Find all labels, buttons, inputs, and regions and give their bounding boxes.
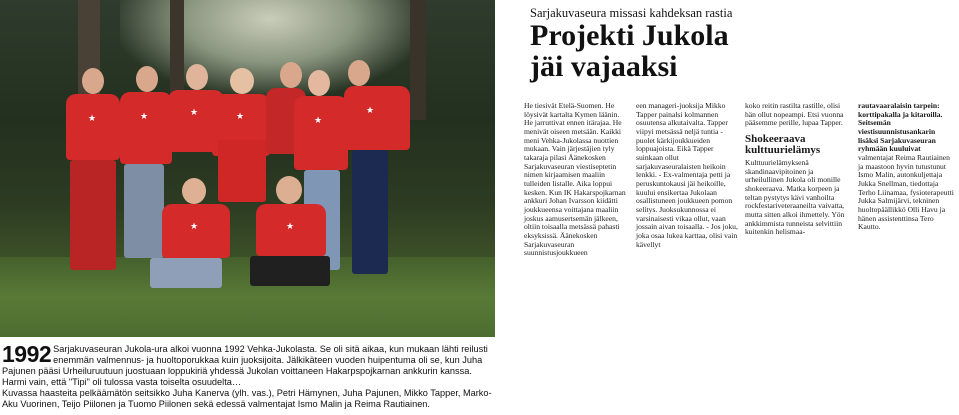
article-text: He tiesivät Etelä-Suomen. He löysivät kartalta Kymen läänin. He jarruttivat ennen itärajaa. He menivät oiseen metsään. Kaikki meni Vehka-Jukolassa nuottien mukaan. Vain järjestäjien tyly takaraja pilasi Äänekosken Sarjakuvaseuran viestiseptetin nimen kirjaamisen maaliin tulleiden listalle. Aika loppui kesken. Kun IK Hakarspojkarnan ankkuri Johan Ivarsson kiidätti joukkueensa voittajana maaliin joskus aamusertsemän jälkeen, oltiin toisaalla metsässä pahasti eksyksissä. Äänekosken Sarjakuvaseuran suunnistusjoukkueen [524,101,626,258]
caption-paragraph: Sarjakuvaseuran Jukola-ura alkoi vuonna 1992 Vehka-Jukolasta. Se oli sitä aikaa, kun mukaan lähti reilusti enemmän valmennus- ja huoltoporukkaa kuin juoksijoita. Jälkikäteen vuoden huipentuma oli se, kun Juha Pajunen pääsi Urheiluruutuun juostuaan loppukiriä yhdessä Jukolan voittaneen Hakarpspojkarnan ankkurin kanssa. Harmi vain, että "Tipi" oli tulossa vasta toiselta osuudelta… [2,344,488,387]
article-text: rautavaaralaisin tarpein: korttipakalla ja kitaroilla. [858,101,943,119]
headline-line: jäi vajaaksi [530,50,678,83]
article-headline [530,20,729,82]
photo-caption [2,341,496,410]
caption-paragraph: Kuvassa haasteita pelkäämätön seitsikko Juha Kanerva (ylh. vas.), Petri Hämynen, Juha Pajunen, Mikko Tapper, Marko-Aku Vuorinen, Teijo Piilonen ja Tuomo Piilonen sekä edessä valmentajat Ismo Malin ja Reima Rautiainen. [2,388,492,409]
article-kicker: Sarjakuvaseura missasi kahdeksan rastia [530,6,733,20]
tree-trunk [410,0,426,120]
article-text: Seitsemän viestisuunnistusankarin lisäksi Sarjakuvaseuran ryhmään kuuluivat [858,118,936,154]
headline-line: Projekti Jukola [530,19,729,52]
article-column [745,102,849,237]
article-column [524,102,628,258]
caption-year: 1992 [2,341,52,367]
sky-glow [120,0,420,95]
article-column [636,102,740,249]
article-text: valmentajat Reima Rautiainen ja maastoon hyvin tutustunut Ismo Malin, autonkuljettaja Jukka Snellman, tiedottaja Terho Liinamaa, fysioterapeutti Jukka Salmijärvi, tekninen huoltopäällikkö Olli Havu ja hänen assistenttinsa Tero Kautto. [858,152,954,232]
article-column [858,102,957,232]
article-text: Kulttuurielämyksenä skandinaavipitoinen ja urheilullinen Jukola oli monille shokeeraava. Matka korpeen ja teltan pystytys kävi vanhoilta rockfestariveteraaneilta vaivatta, mutta sitten alkoi ihmettely. Yön ankkimmista tunneista selvittiin kuitenkin helismaa- [745,157,845,237]
article-text: een manageri-juoksija Mikko Tapper painalsi kolmannen osuutensa alkutaivalta. Tapper viipyi metsässä neljä tuntia - puolet kärkijoukkueiden loppuajoista. Eikä Tapper suinkaan ollut sarjakuvaseuralaisten heikoin lenkki. - Ex-valmentaja petti ja peruskuntokausi jäi heikoille, kuului ensikertaa Jukolaan osallistuneen joukkueen pomon selitys. Juoksukunnossa ei varsinaisesti vikaa ollut, vaan jossain aivan toisaalla. - Jos joku, joka osaa lukea karttaa, olisi vain kävellyt [636,101,738,249]
article-subhead: Shokeeraava kulttuurielämys [745,132,821,156]
article-text: koko reitin rastilta rastille, olisi hän ollut nopeampi. Etsi vuonna pääsemme perille, lupaa Tapper. [745,101,844,128]
team-photo: ★ ★ ★ ★ ★ ★ ★ ★ [0,0,495,337]
